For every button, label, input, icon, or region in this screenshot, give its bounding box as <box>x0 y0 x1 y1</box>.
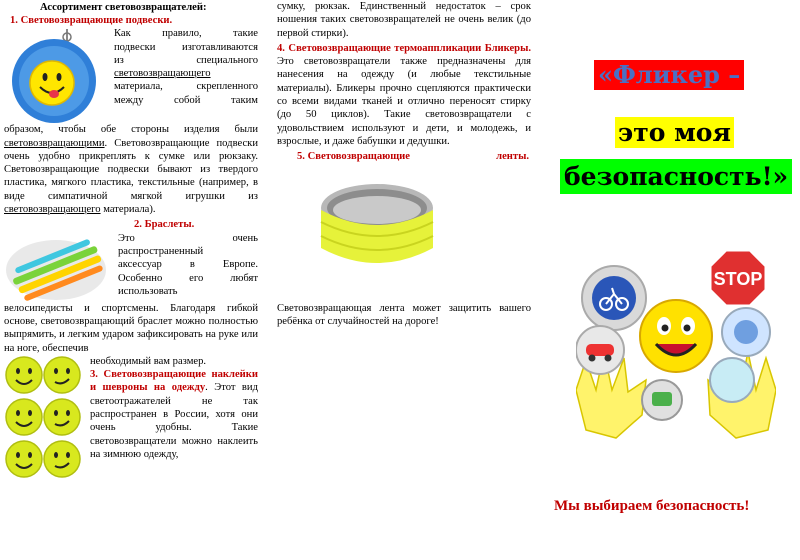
left-column <box>4 0 258 483</box>
section-2-body: велосипедисты и спортсмены. Благодаря гибкой основе, световозвращающий браслет можно полностью выпрямить, и легким ударом зафиксировать на руке или на ноге, обеспечив <box>4 302 258 354</box>
assortment-heading: Ассортимент световозвращателей: <box>40 2 207 13</box>
cover-title-line-1: «Фликер – <box>594 60 744 90</box>
section-1-body <box>4 123 258 216</box>
cover-title-line-3: безопасность!» <box>560 159 792 194</box>
smiley-sticker-icon <box>6 441 42 477</box>
smiley-sticker-icon <box>6 357 42 393</box>
section-5-title <box>297 150 529 163</box>
section-1-line-1: Как правило, такие <box>114 28 258 40</box>
smiley-sticker-icon <box>6 399 42 435</box>
section-5-title-b: ленты. <box>496 151 529 163</box>
pendant-smiley-image <box>4 27 108 123</box>
section-2-line-1: Это очень <box>118 232 258 244</box>
section-2-line-3: аксессуар в Европе. <box>118 259 258 271</box>
smiley-sticker-icon <box>44 441 80 477</box>
smiley-sticker-icon <box>44 399 80 435</box>
section-3-body: . Этот вид светоотражателей не так распространен в России, хотя они очень удобны. Такие световозвращатели можно наклеить на зимнюю одежду, <box>90 382 258 460</box>
section-1-line-6: между собой таким <box>114 94 258 106</box>
section-2-line-2: распространенный <box>118 245 204 257</box>
section-1-line-5: материала, скрепленного <box>114 81 258 93</box>
cover-title-line-2: это моя <box>615 117 734 148</box>
section-2-line-5: использовать <box>118 285 178 297</box>
continued-text: сумку, рюкзак. Единственный недостаток – срок ношения таких световозвращателей не очень велик (до первой стирки). <box>277 1 531 39</box>
tape-caption: Световозвращающая лента может защитить вашего ребёнка от случайностей на дороге! <box>277 302 531 327</box>
section-2-title: 2. Браслеты. <box>134 219 195 231</box>
section-1-body-a: образом, чтобы обе стороны изделия были <box>4 124 258 136</box>
section-1-body-u1: световозвращающими <box>4 137 105 149</box>
slogan: Мы выбираем безопасность! <box>554 498 750 514</box>
section-1-line-3: из специального <box>114 54 258 66</box>
bracelets-image <box>4 232 110 302</box>
right-column <box>546 0 800 560</box>
section-4-body: Это световозвращатели также предназначены для нанесения на одежду (и любые текстильные материалы). Бликеры прочно сцепляются практически со всеми видами тканей и отлично переносят стирку (до 50 циклов). Такие световозвращатели с удовольствием используют и дети, и молодежь, и взрослые, и даже бабушки и дедушки. <box>277 56 531 147</box>
section-1-body-u2: световозвращающего <box>4 204 101 216</box>
reflective-tape-image <box>317 170 437 280</box>
section-4-title: 4. Световозвращающие термоаппликации Бликеры. <box>277 42 531 54</box>
stop-sign-text: STOP <box>713 269 763 289</box>
section-1-body-b: . Световозвращающие подвески очень удобно прикреплять к сумке или рюкзаку. Световозвращающие подвески бывают из твердого пластика, мягкого пластика, текстильные (например, в виде симпатичной мягкой игрушки из <box>4 137 258 202</box>
section-1-line-2: подвески изготавливаются <box>114 41 258 53</box>
middle-column <box>277 0 531 328</box>
section-3-title: 3. Световозвращающие наклейки и шевроны на одежду <box>90 369 258 394</box>
section-1-body-c: материала). <box>100 204 156 216</box>
section-1-title: 1. Световозвращающие подвески. <box>10 15 173 26</box>
smiley-sticker-icon <box>44 357 80 393</box>
flickers-collage-image <box>576 240 776 440</box>
section-2-last-line: необходимый вам размер. <box>90 355 207 367</box>
smiley-stickers-image <box>4 355 84 483</box>
section-2-line-4: Особенно его любят <box>118 272 258 284</box>
section-5-title-a: 5. Световозвращающие <box>297 151 410 163</box>
section-4-text <box>277 42 531 148</box>
section-1-line-4: световозвращающего <box>114 68 211 80</box>
